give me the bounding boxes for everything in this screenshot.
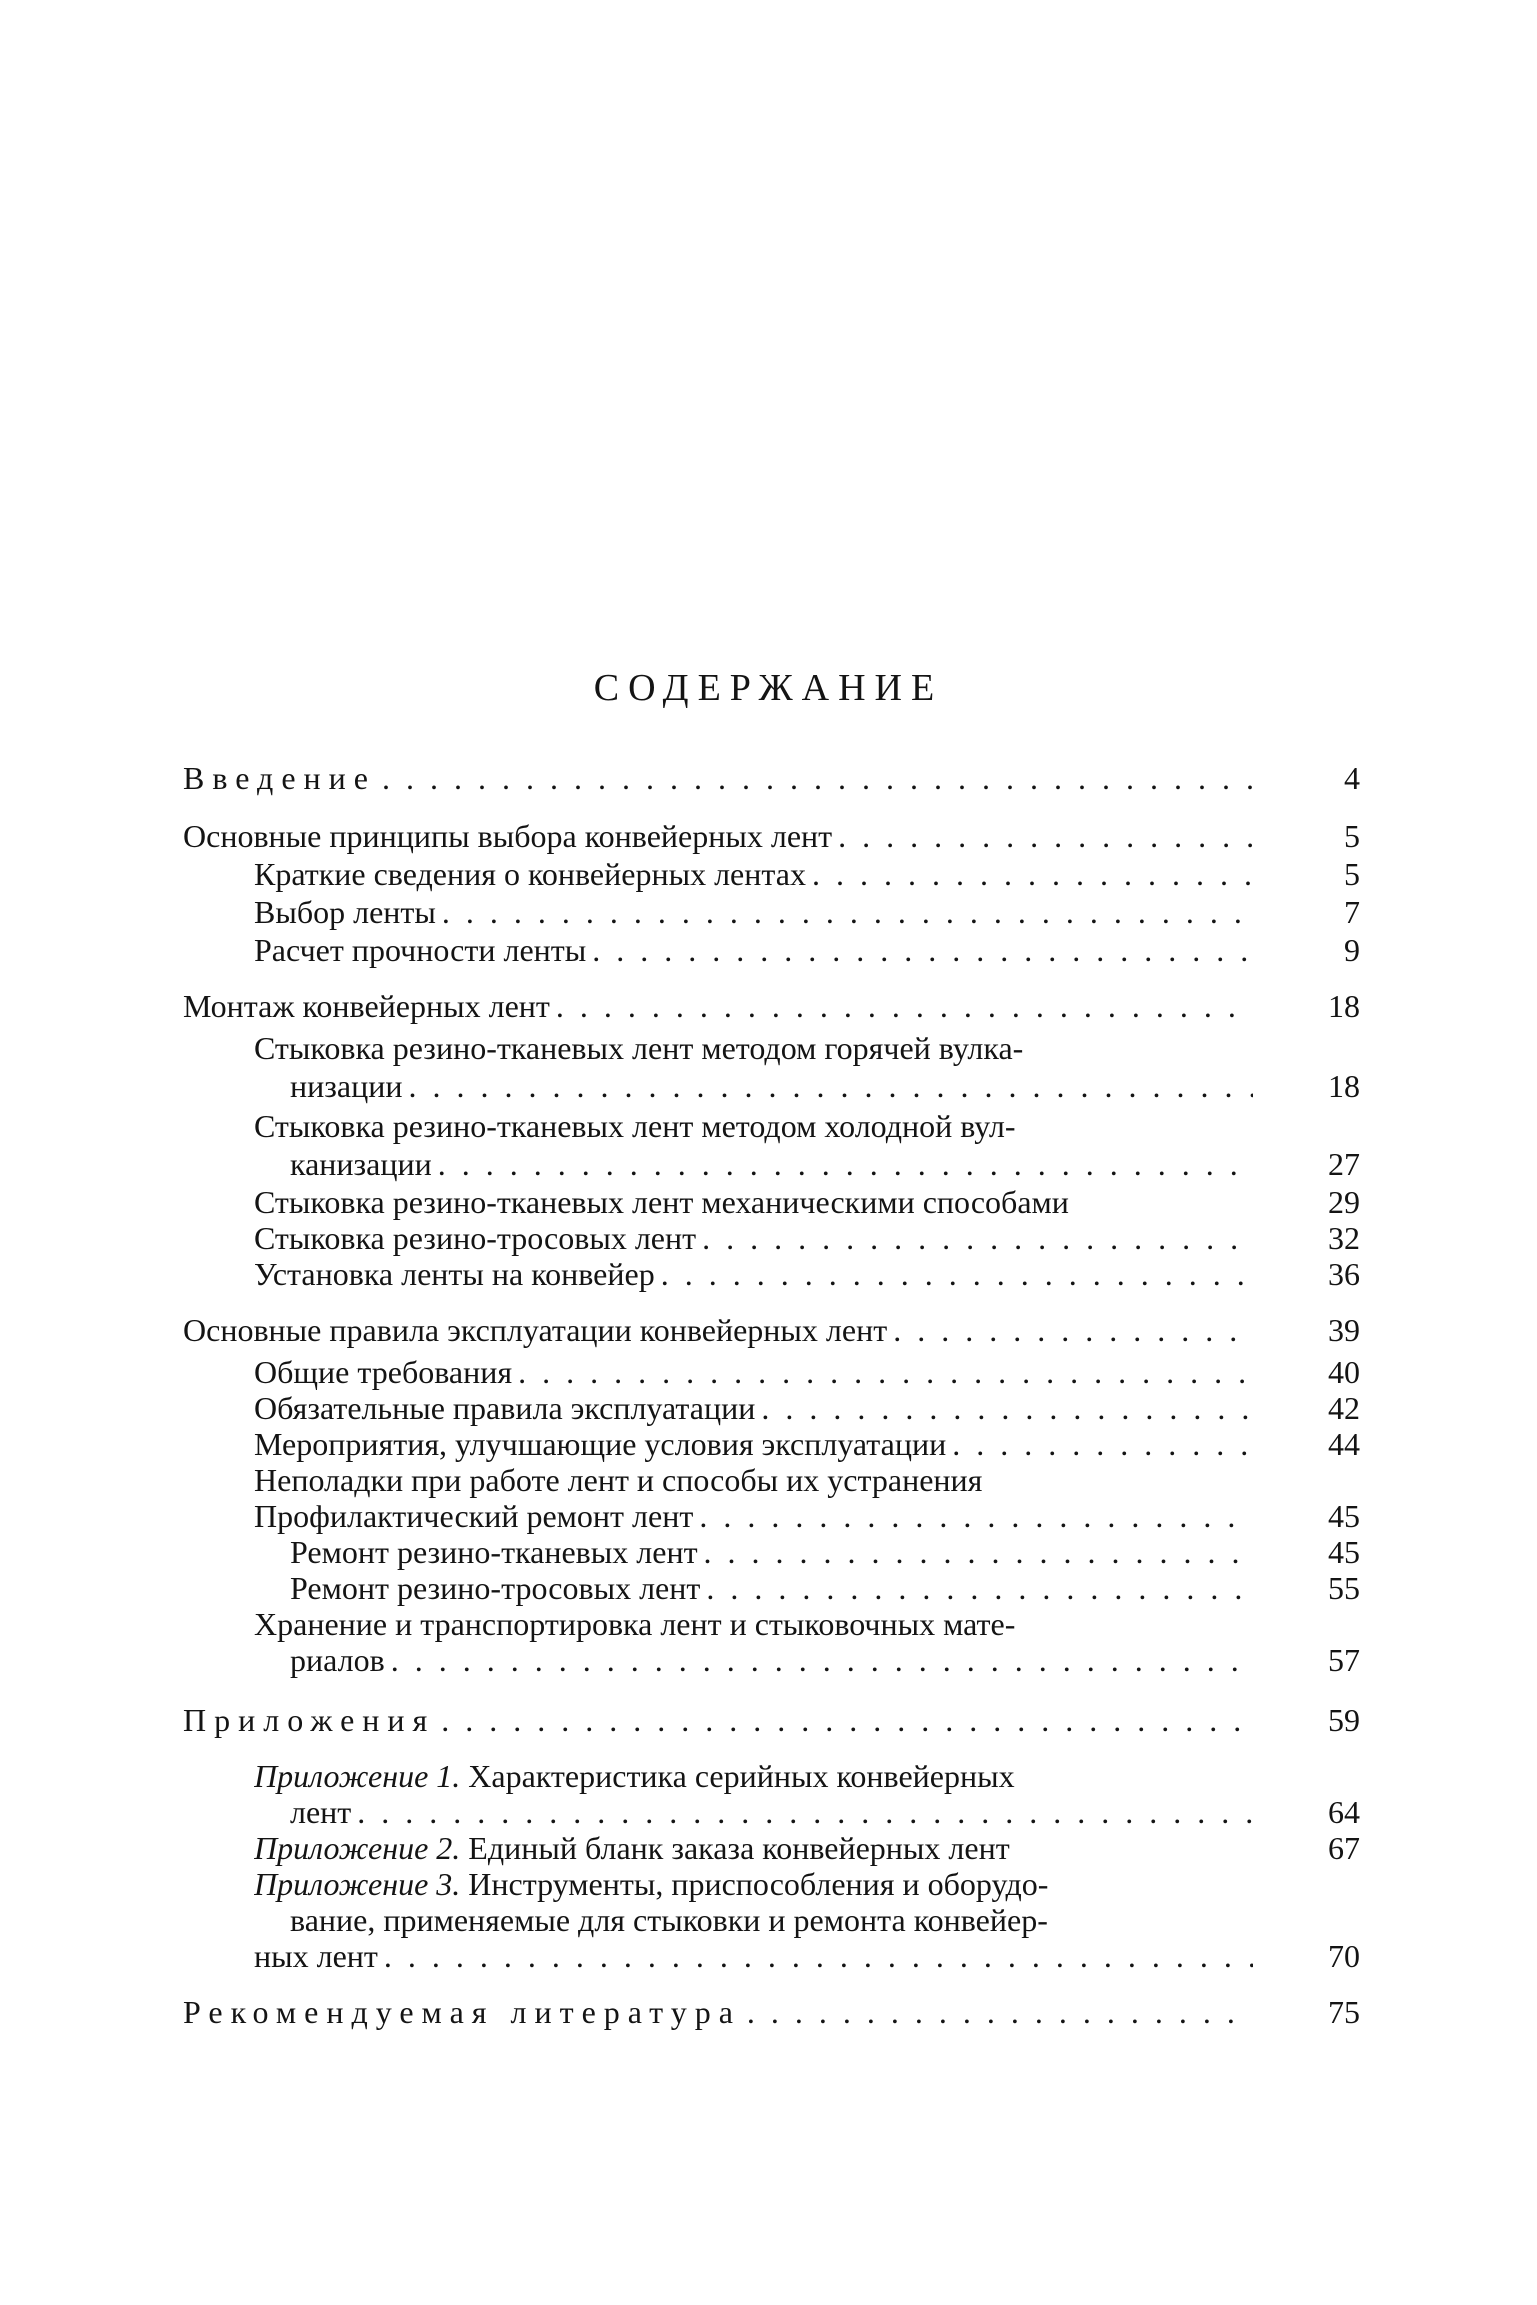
toc-entry-text: Единый бланк заказа конвейерных лент <box>468 1830 1010 1866</box>
toc-page-number: 40 <box>1328 1354 1360 1390</box>
toc-entry-text: Обязательные правила эксплуатации <box>254 1390 756 1426</box>
toc-entry <box>254 1426 1253 1462</box>
toc-page-number: 55 <box>1328 1570 1360 1606</box>
toc-entry <box>290 1068 1253 1104</box>
toc-entry-text: низации <box>290 1068 403 1104</box>
toc-entry <box>254 1390 1253 1426</box>
toc-page-number: 32 <box>1328 1220 1360 1256</box>
page-title: СОДЕРЖАНИЕ <box>593 667 944 709</box>
toc-page-number: 57 <box>1328 1642 1360 1678</box>
toc-entry-text: лент <box>290 1794 352 1830</box>
toc-entry-text: вание, применяемые для стыковки и ремонта конвейер- <box>290 1902 1048 1938</box>
toc-entry <box>183 1702 1253 1738</box>
toc-page-number: 45 <box>1328 1498 1360 1534</box>
toc-page-number: 75 <box>1328 1994 1360 2030</box>
toc-entry-text: Профилактический ремонт лент <box>254 1498 694 1534</box>
toc-entry-text: Стыковка резино-тканевых лент методом горячей вулка- <box>254 1030 1024 1066</box>
toc-entry <box>183 1312 1253 1348</box>
toc-page-number: 7 <box>1344 894 1360 930</box>
toc-page-number: 70 <box>1328 1938 1360 1974</box>
toc-entry-text: Монтаж конвейерных лент <box>183 988 550 1024</box>
toc-entry-text: Основные принципы выбора конвейерных лент <box>183 818 833 854</box>
toc-entry-text: ных лент <box>254 1938 378 1974</box>
toc-entry-text: Стыковка резино-тросовых лент <box>254 1220 697 1256</box>
toc-entry <box>254 1830 1253 1866</box>
toc-entry-text: Инструменты, приспособления и оборудо- <box>468 1866 1049 1902</box>
toc-entry-text: Общие требования <box>254 1354 513 1390</box>
toc-entry-text: Основные правила эксплуатации конвейерных лент <box>183 1312 888 1348</box>
toc-entry <box>290 1146 1253 1182</box>
toc-entry-text: Расчет прочности ленты <box>254 932 587 968</box>
toc-page-number: 18 <box>1328 988 1360 1024</box>
toc-entry <box>290 1794 1253 1830</box>
toc-page-number: 9 <box>1344 932 1360 968</box>
toc-entry-text: Мероприятия, улучшающие условия эксплуатации <box>254 1426 947 1462</box>
toc-entry <box>290 1570 1253 1606</box>
toc-entry <box>254 932 1253 968</box>
toc-page-number: 29 <box>1328 1184 1360 1220</box>
toc-entry <box>254 1220 1253 1256</box>
toc-page-number: 42 <box>1328 1390 1360 1426</box>
toc-entry-text: Характеристика серийных конвейерных <box>468 1758 1015 1794</box>
toc-entry-text: риалов <box>290 1642 385 1678</box>
toc-page-number: 67 <box>1328 1830 1360 1866</box>
toc-entry-text: Краткие сведения о конвейерных лентах <box>254 856 806 892</box>
toc-page-number: 5 <box>1344 818 1360 854</box>
toc-entry-text: Выбор ленты <box>254 894 436 930</box>
toc-entry-text: Рекомендуемая литература <box>183 1994 741 2030</box>
toc-entry <box>254 1498 1253 1534</box>
toc-entry <box>254 1938 1253 1974</box>
toc-page-number: 45 <box>1328 1534 1360 1570</box>
toc-entry <box>183 818 1253 854</box>
toc-page-number: 59 <box>1328 1702 1360 1738</box>
toc-page-number: 39 <box>1328 1312 1360 1348</box>
toc-entry <box>290 1642 1253 1678</box>
toc-appendix-label: Приложение 3. <box>254 1866 461 1902</box>
toc-entry <box>254 856 1253 892</box>
toc-page-number: 36 <box>1328 1256 1360 1292</box>
toc-entry-text: Введение <box>183 760 376 796</box>
toc-entry-text: канизации <box>290 1146 432 1182</box>
toc-entry <box>254 1030 1253 1066</box>
toc-entry <box>183 760 1253 796</box>
toc-page-number: 18 <box>1328 1068 1360 1104</box>
toc-page-number: 44 <box>1328 1426 1360 1462</box>
toc-entry-text: Приложения <box>183 1702 436 1738</box>
toc-entry-text: Стыковка резино-тканевых лент методом холодной вул- <box>254 1108 1016 1144</box>
toc-entry <box>183 988 1253 1024</box>
toc-entry <box>254 1462 1253 1498</box>
toc-entry-text: Ремонт резино-тканевых лент <box>290 1534 698 1570</box>
toc-page-number: 5 <box>1344 856 1360 892</box>
toc-entry-text: Стыковка резино-тканевых лент механическими способами <box>254 1184 1069 1220</box>
toc-entry <box>290 1534 1253 1570</box>
toc-entry-text: Хранение и транспортировка лент и стыковочных мате- <box>254 1606 1016 1642</box>
toc-appendix-label: Приложение 2. <box>254 1830 461 1866</box>
toc-entry-text: Ремонт резино-тросовых лент <box>290 1570 701 1606</box>
toc-entry <box>254 1256 1253 1292</box>
toc-entry <box>290 1902 1253 1938</box>
toc-entry <box>254 1606 1253 1642</box>
toc-appendix-label: Приложение 1. <box>254 1758 461 1794</box>
toc-entry <box>254 1108 1253 1144</box>
toc-entry <box>254 894 1253 930</box>
toc-entry <box>254 1184 1253 1220</box>
toc-entry <box>254 1354 1253 1390</box>
toc-page-number: 64 <box>1328 1794 1360 1830</box>
toc-entry-text: Установка ленты на конвейер <box>254 1256 655 1292</box>
toc-entry-text: Неполадки при работе лент и способы их устранения <box>254 1462 983 1498</box>
toc-entry <box>183 1994 1253 2030</box>
toc-entry <box>254 1866 1253 1902</box>
toc-entry <box>254 1758 1253 1794</box>
toc-page-number: 4 <box>1344 760 1360 796</box>
toc-page-number: 27 <box>1328 1146 1360 1182</box>
